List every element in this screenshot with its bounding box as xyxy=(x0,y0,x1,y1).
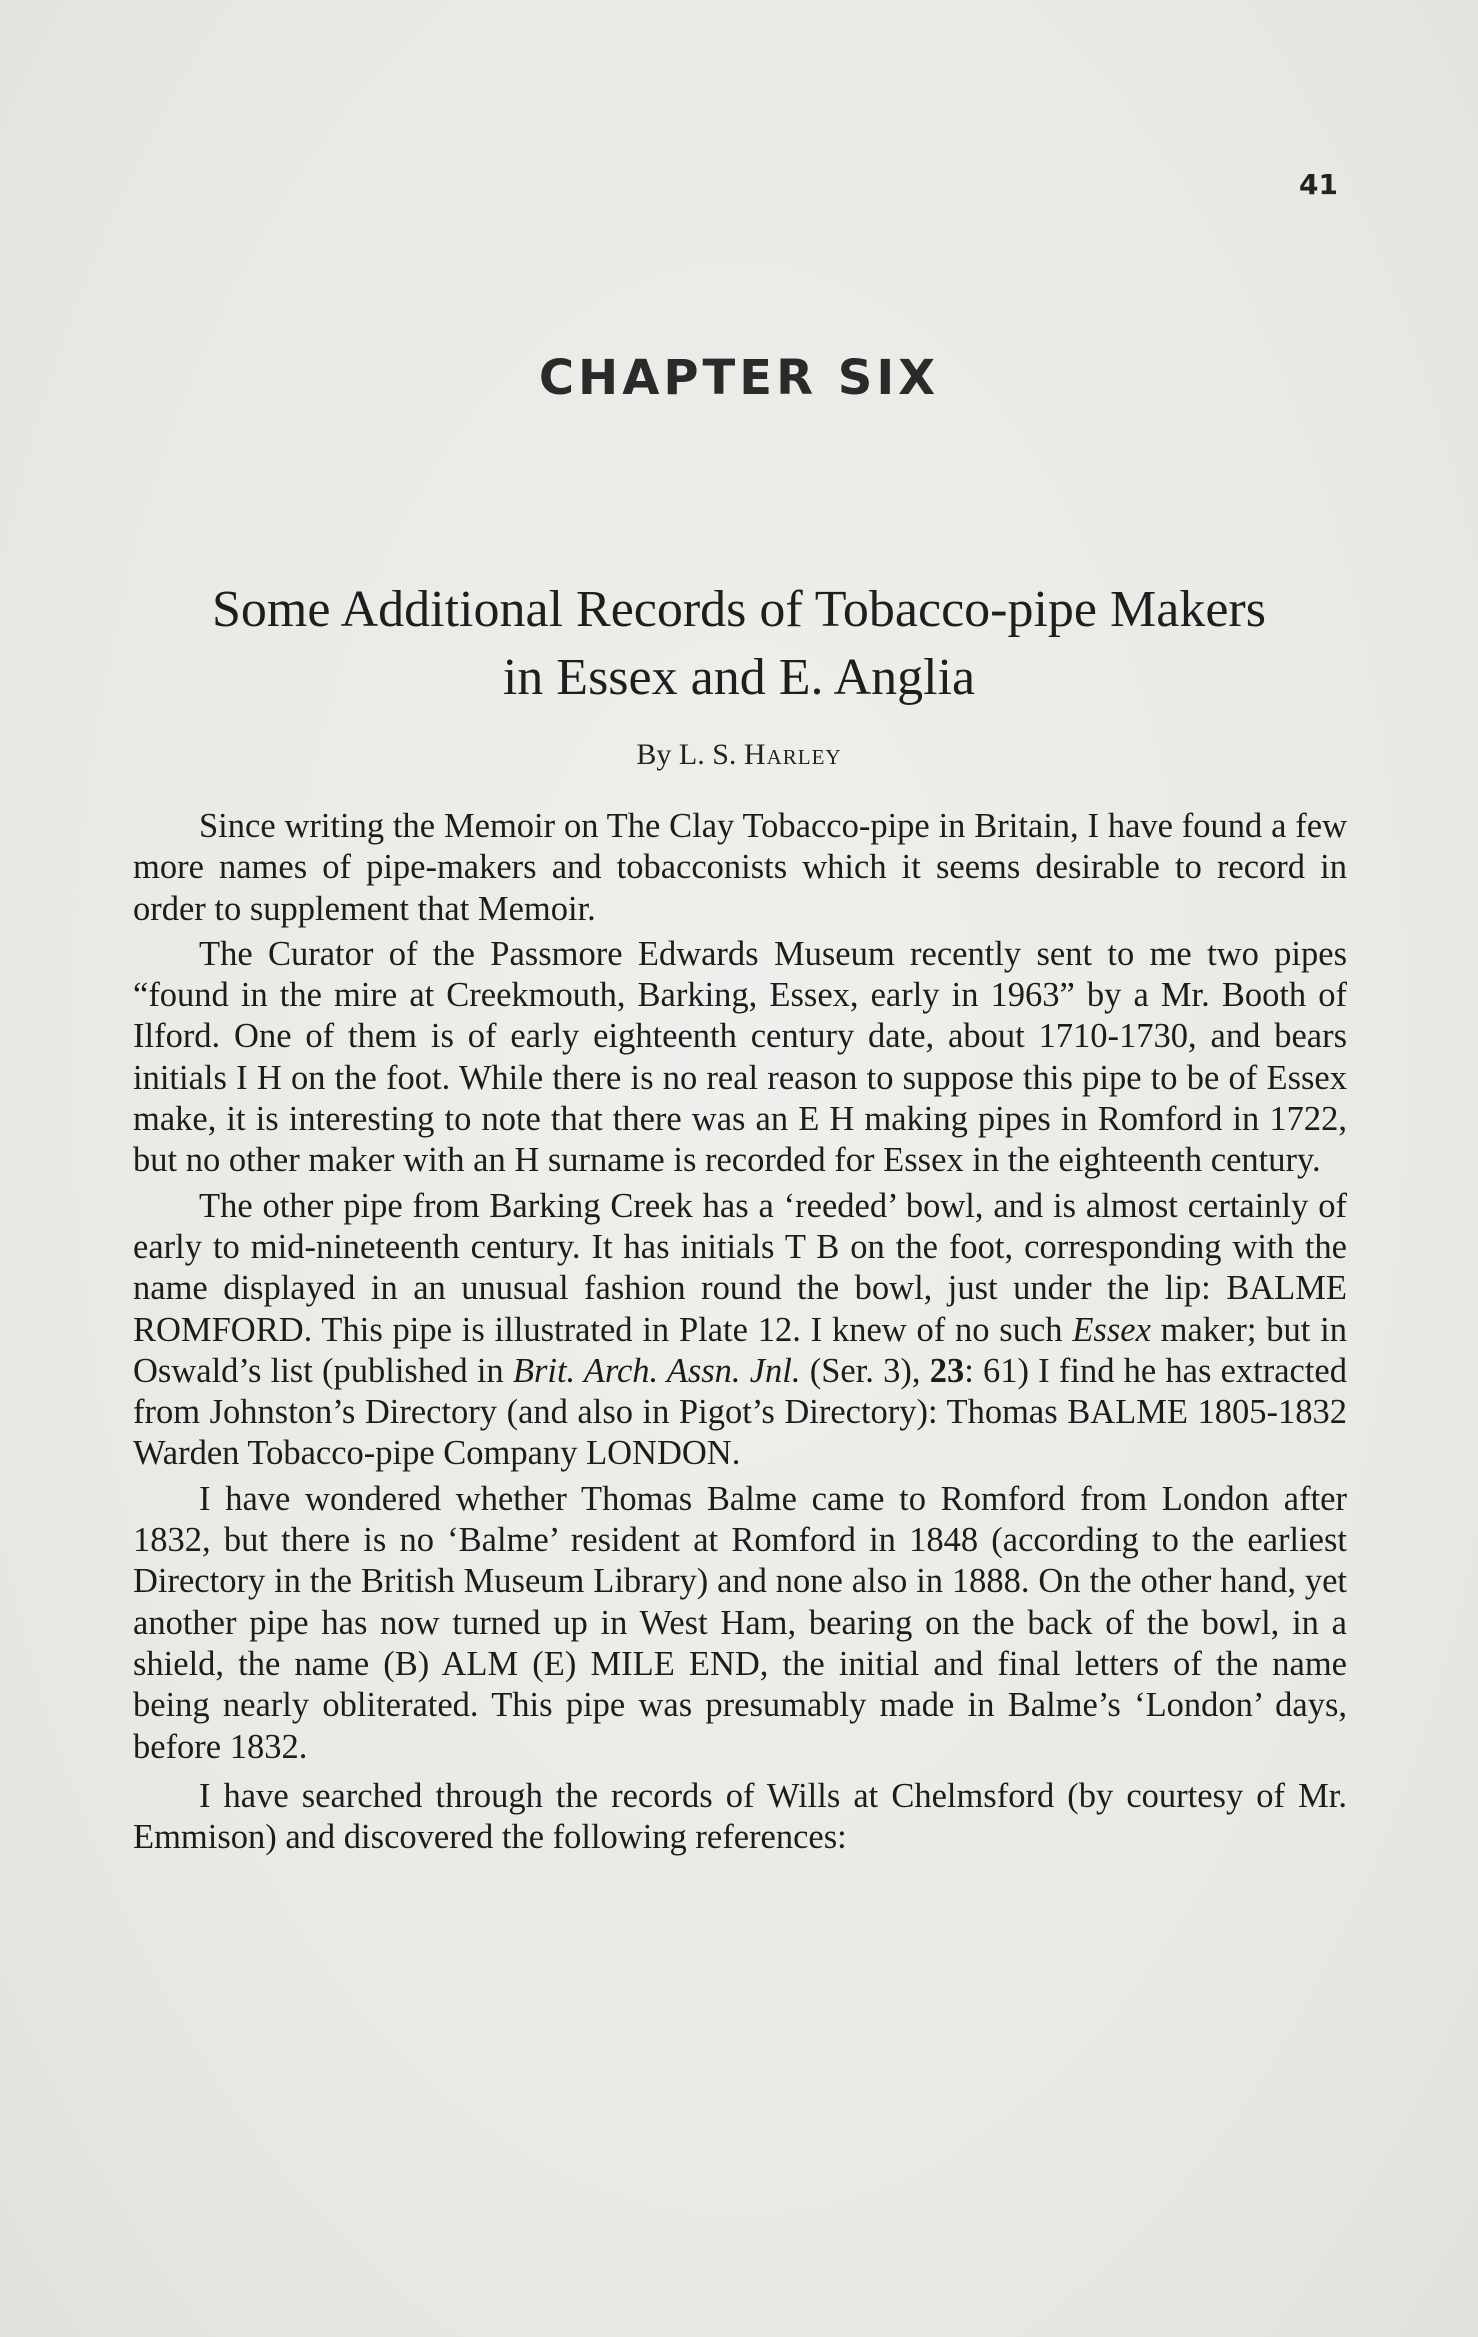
article-title xyxy=(120,576,1358,712)
paragraph-2: The Curator of the Passmore Edwards Museum recently sent to me two pipes “found in the mire at Creekmouth, Barking, Essex, early in 1963” by a Mr. Booth of Ilford. One of them is of early eighteenth century date, about 1710-1730, and bears initials I H on the foot. While there is no real reason to suppose this pipe to be of Essex make, it is interesting to note that there was an E H making pipes in Romford in 1722, but no other maker with an H surname is recorded for Essex in the eighteenth century. xyxy=(133,934,1347,1180)
paragraph-3-italic-essex: Essex xyxy=(1072,1310,1151,1349)
paragraph-5: I have searched through the records of Wills at Chelmsford (by courtesy of Mr. Emmison) and discovered the following references: xyxy=(133,1776,1347,1857)
paragraph-3-text-a: The other pipe from Barking Creek has a ‘reeded’ bowl, and is almost certainly of early to mid-nineteenth century. It has initials T B on the foot, corresponding with the name displayed in an unusual fashion round the bowl, just under the lip: BALME ROMFORD. This pipe is illustrated in Plate 12. I knew of no such xyxy=(133,1186,1347,1349)
paragraph-3-volume: 23 xyxy=(929,1351,965,1390)
byline-author: Harley xyxy=(743,738,842,771)
byline-prefix: By L. S. xyxy=(636,738,744,771)
paragraph-3-text-c: (Ser. 3), xyxy=(800,1351,930,1390)
article-title-line-2: in Essex and E. Anglia xyxy=(502,649,976,706)
paragraph-3 xyxy=(133,1186,1347,1475)
paragraph-1: Since writing the Memoir on The Clay Tobacco-pipe in Britain, I have found a few more names of pipe-makers and tobacconists which it seems desirable to record in order to supplement that Memoir. xyxy=(133,807,1347,928)
article-body xyxy=(133,806,1347,1862)
chapter-heading: CHAPTER SIX xyxy=(538,350,940,406)
paragraph-3-text-d: : 61) I find he has extracted from Johnston’s Directory (and also in Pigot’s Directory): Thomas BALME 1805-1832 Warden Tobacco-pipe Company LONDON. xyxy=(133,1351,1347,1473)
paragraph-3-italic-journal: Brit. Arch. Assn. Jnl. xyxy=(512,1351,801,1390)
byline xyxy=(0,738,1478,772)
paragraph-3-text-b: maker; but in Oswald’s list (published in xyxy=(133,1310,1347,1390)
paragraph-4: I have wondered whether Thomas Balme came to Romford from London after 1832, but there is no ‘Balme’ resident at Romford in 1848 (according to the earliest Directory in the British Museum Library) and none also in 1888. On the other hand, yet another pipe has now turned up in West Ham, bearing on the back of the bowl, in a shield, the name (B) ALM (E) MILE END, the initial and final letters of the name being nearly obliterated. This pipe was presumably made in Balme’s ‘London’ days, before 1832. xyxy=(133,1479,1347,1766)
article-title-line-1: Some Additional Records of Tobacco-pipe Makers xyxy=(212,581,1266,638)
page-number: 41 xyxy=(1299,168,1338,201)
